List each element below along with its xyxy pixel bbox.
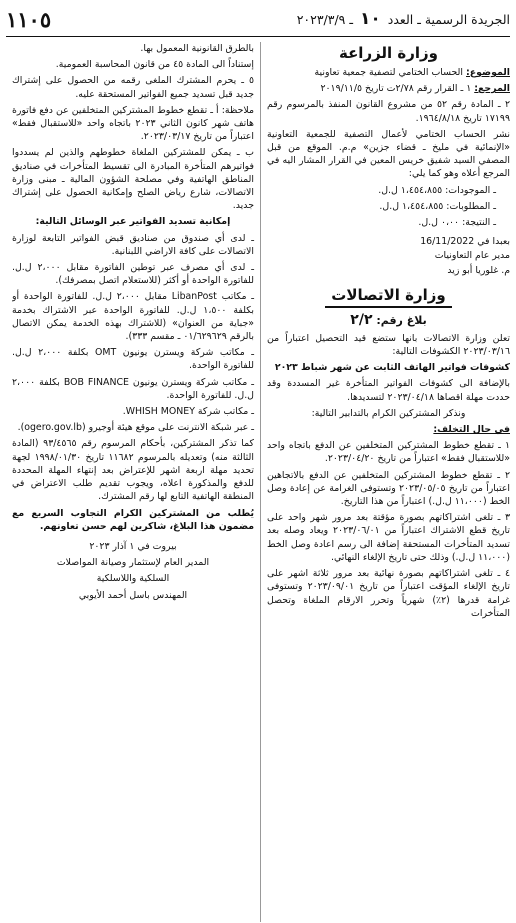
- issue-date: ـ ٢٠٢٣/٣/٩: [296, 12, 354, 27]
- payment-5: ـ مكاتب شركة ويسترن يونيون BOB FINANCE بكلفة ٢،٠٠٠ ل.ل. للفاتورة الواحدة.: [12, 376, 255, 401]
- agri-body: نشر الحساب الختامي لأعمال التصفية للجمعية التعاونية «الإنمائية في مليخ ـ قضاء جزين» م.م. الموقع من قبل المصفي السيد شفيق خريس المعين في القرار المشار اليه في المرجع أعلاه وهو كما يلي:: [267, 128, 510, 180]
- page-number: ١١٠٥: [6, 6, 52, 32]
- agriculture-ministry-title: وزارة الزراعة: [338, 44, 439, 62]
- agri-liabilities: ـ المطلوبات: ١،٤٥٤،٨٥٥ ل.ل.: [379, 200, 496, 212]
- issue-number: ١٠: [360, 9, 381, 29]
- telecom-date: بيروت في ١ آذار ٢٠٢٣: [89, 540, 177, 552]
- payment-1: ـ لدى أي صندوق من صناديق قبض الفواتير التابعة لوزارة الاتصالات على كافة الاراضي اللبنانية.: [12, 232, 254, 257]
- telecom-signature: [12, 540, 254, 602]
- measure-3: ٣ ـ تلغى اشتراكاتهم بصورة مؤقتة بعد مرور شهر واحد على تاريخ قطع الاشتراك اعتباراً من ٢٠٢٣/٠٦/٠١ ويعاد وصله بعد تسديد المتأخرات المستحقة إضافة الى رسم اعادة وصل الخط (١١،٠٠٠ ل.ل.) وذلك حتى تاريخ الإلغاء النهائي.: [267, 512, 510, 563]
- agri-reference: [267, 82, 510, 95]
- measure-5: ٥ ـ يحرم المشترك الملغى رقمه من الحصول على إشتراك جديد قبل تسديد جميع الفواتير المستحقة عليه.: [12, 75, 254, 100]
- telecom-remind: ونذكر المشتركين الكرام بالتدابير التالية:: [311, 407, 466, 419]
- measure-1: ١ ـ تقطع خطوط المشتركين المتخلفين عن الدفع باتجاه واحد «للاستقبال فقط» اعتباراً من تاريخ ٢٠٢٣/٠٤/٢٠.: [267, 440, 510, 465]
- payment-7: ـ عبر شبكة الانترنت على موقع هيئة أوجيرو (ogero.gov.lb).: [17, 422, 254, 434]
- note-a: ملاحظة: أ ـ تقطع خطوط المشتركين المتخلفين عن دفع فاتورة هاتف شهر كانون الثاني ٢٠٢٣ باتجاه واحد «للاستقبال فقط» اعتباراً من تاريخ ٢٠٢٣/٠٣/١٧.: [12, 104, 254, 143]
- telecom-sig-name: المهندس باسل أحمد الأيوبي: [78, 589, 188, 601]
- agri-sig-name: م. غلوريا أبو زيد: [447, 264, 510, 276]
- in-case-heading: في حال التخلف:: [433, 424, 510, 436]
- agri-ref-text: ١ ـ القرار رقم ٢/٧٨ت تاريخ ٢٠١٩/١١/٥: [320, 83, 472, 95]
- telecom-ministry-title: وزارة الاتصالات: [325, 286, 451, 308]
- notice-heading: [267, 312, 510, 328]
- cont-line-1: بالطرق القانونية المعمول بها.: [140, 43, 254, 54]
- note-b: ب ـ يمكن للمشتركين الملغاة خطوطهم والذين لم يسددوا فواتيرهم المتأخرة المبادرة الى تقسيط المتأخرات في صناديق المناطق الهاتفية وفي مصلحة الشؤون المالية ـ مبنى وزارة الاتصالات، شارع رياض الصلح وإمكانية الحصول على إشتراك جديد.: [12, 147, 254, 212]
- cooperation-request: يُطلب من المشتركين الكرام التجاوب السريع مع مضمون هذا البلاغ، شاكرين لهم حسن تعاونهم.: [12, 507, 254, 532]
- agri-signature: [267, 235, 510, 277]
- telecom-besides: بالإضافة الى كشوفات الفواتير المتأخرة غير المسددة وقد حددت مهلة اقصاها ٢٠٢٣/٠٤/١٨ لتسديدها.: [267, 378, 510, 403]
- payment-6: ـ مكاتب شركة WHISH MONEY.: [122, 406, 254, 418]
- agri-ref-label: المرجع:: [474, 83, 510, 95]
- telecom-sig-title-1: المدير العام لإستثمار وصيانة المواصلات: [56, 557, 210, 569]
- decree-reminder: كما تذكر المشتركين، بأحكام المرسوم رقم ٩٣/٤٥٦٥ (المادة الثالثة منه) وتعديله بالمرسوم ١١٦٨٢ تاريخ ١٩٩٨/٠١/٣٠ لجهة تحديد مهلة اربعة اشهر للإعتراض بعد إنتهاء المهلة المحددة للدفع والمذكورة اعلاه، ويجوب تقديم طلب الاعتراض في المنطقة الهاتفية التابع لها رقم المشترك.: [12, 438, 255, 503]
- cont-line-2: إستناداً الى المادة ٤٥ من قانون المحاسبة العمومية.: [55, 59, 254, 71]
- columns: [6, 42, 510, 922]
- agri-subject: [267, 66, 510, 79]
- telecom-ministry-title-box: [267, 285, 510, 308]
- right-column: [261, 42, 510, 922]
- agri-result: ـ النتيجة: ٠،٠٠ ل.ل.: [418, 217, 496, 229]
- payment-4: ـ مكاتب شركة ويسترن يونيون OMT بكلفة ٢،٠٠٠ ل.ل. للفاتورة الواحدة.: [12, 347, 254, 372]
- agri-subject-text: الحساب الختامي لتصفية جمعية تعاونية: [314, 67, 464, 78]
- page-header: [6, 4, 510, 37]
- measure-4: ٤ ـ تلغى اشتراكاتهم بصورة نهائية بعد مرور ثلاثة اشهر على تاريخ الإلغاء المؤقت اعتباراً من تاريخ ٢٠٢٣/٠٩/٠١ وتستوفى غرامة قدرها (٢٪) شهرياً وتحرر الارقام الملغاة وتحصل المتأخرات: [267, 568, 510, 619]
- measure-2: ٢ ـ تقطع خطوط المشتركين المتخلفين عن الدفع بالاتجاهين اعتباراً من تاريخ ٢٠٢٣/٠٥/٠٥ وتستوفى الغرامة عن إعادة وصل الخط (١١،٠٠٠ ل.ل.) اعتباراً من هذا التاريخ.: [267, 469, 510, 508]
- statements-heading: كشوفات فواتير الهاتف الثابت عن شهر شباط ٢٠٢٣: [274, 362, 510, 374]
- notice-number: ٢/٢: [350, 311, 373, 328]
- agri-sig-title: مدير عام التعاونيات: [434, 250, 510, 262]
- agri-reference-2: ٢ ـ المادة رقم ٥٢ من مشروع القانون المنفذ بالمرسوم رقم ١٧١٩٩ تاريخ ١٩٦٤/٨/١٨.: [267, 99, 510, 124]
- left-column: [12, 42, 261, 922]
- agri-subject-label: الموضوع:: [466, 67, 510, 78]
- payment-2: ـ لدى أي مصرف عبر توطين الفاتورة مقابل ٢،٠٠٠ ل.ل. للفاتورة الواحدة أو أكثر (للاستعلام اتصل بمصرفك).: [12, 262, 254, 287]
- notice-label: بلاغ رقم:: [376, 313, 427, 327]
- telecom-sig-title-2: السلكية واللاسلكية: [96, 573, 170, 585]
- payment-3: ـ مكاتب LibanPost مقابل ٢،٠٠٠ ل.ل. للفاتورة الواحدة أو بكلفة ١،٥٠٠ ل.ل. للفاتورة الواحدة عبر الاشتراك بخدمة «جباية من العنوان» (للاشتراك بهذه الخدمة يمكن الاتصال بالرقم ٠١/٦٢٩٦٢٩ ـ مقسم ٣٣٣).: [12, 291, 255, 343]
- payment-heading: إمكانية تسديد الفواتير عبر الوسائل التالية:: [35, 216, 231, 228]
- telecom-intro: تعلن وزارة الاتصالات بانها ستضع قيد التحصيل اعتباراً من ٢٠٢٣/٠٣/١٦ الكشوفات التالية:: [267, 332, 510, 358]
- agri-date: بعبدا في 16/11/2022: [420, 236, 510, 248]
- gazette-title-pre: الجريدة الرسمية ـ العدد: [387, 12, 510, 27]
- gazette-title: [297, 9, 510, 29]
- agri-assets: ـ الموجودات: ١،٤٥٤،٨٥٥ ل.ل.: [378, 184, 496, 196]
